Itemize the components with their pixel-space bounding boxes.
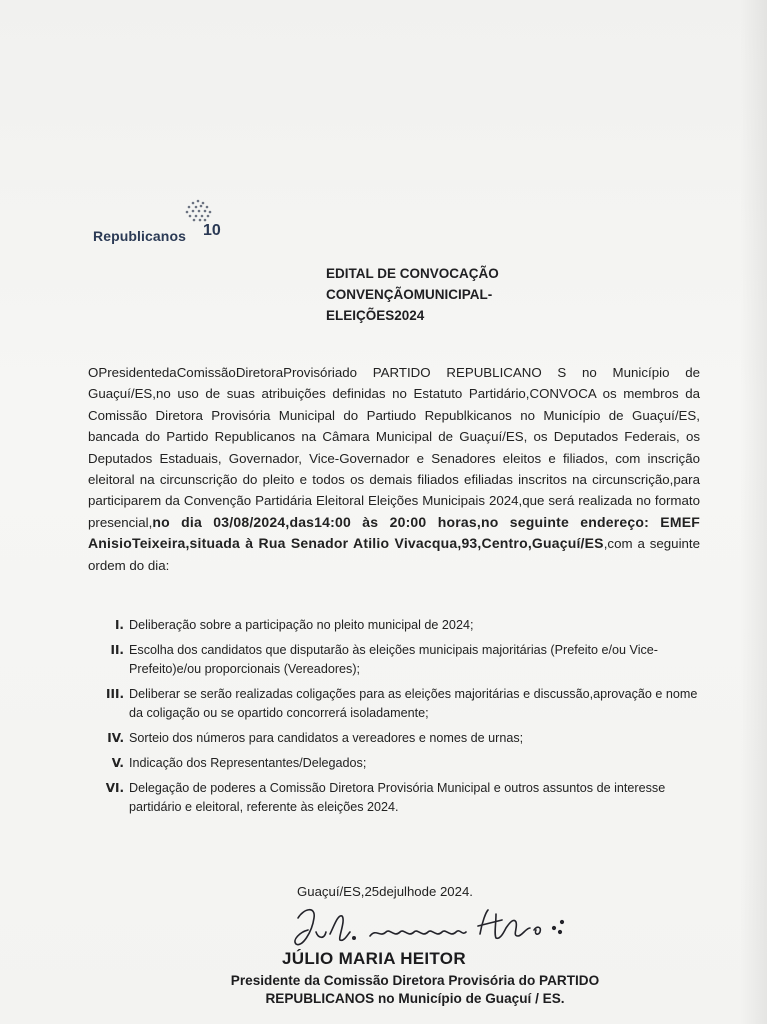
paragraph-end: ,com a seguinte ordem do dia: [88, 536, 701, 573]
agenda-list [100, 616, 710, 823]
dateline: Guaçuí/ES,25dejulhode 2024. [297, 884, 473, 899]
paragraph-bold-details: no dia 03/08/2024,das14:00 às 20:00 horas,no seguinte endereço: EMEF AnisioTeixeira,situada à Rua Senador Atilio Vivacqua,93,Centro,Guaçuí/ES [88, 513, 700, 552]
agenda-item [100, 729, 710, 748]
paragraph-intro: OPresidentedaComissãoDiretoraProvisóriado PARTIDO REPUBLICANO S no Município de Guaçuí/ES,no uso de suas atribuições definidas no Estatuto Partidário,CONVOCA os membros da Comissão Diretora Provisória Municipal do Partiudo Republkicanos no Município de Guaçuí/ES, bancada do Partido Republicanos na Câmara Municipal de Guaçuí/ES, os Deputados Federais, os Deputados Estaduais, Governador, Vice-Governador e Senadores eleitos e filiados, com inscrição eleitoral na circunscrição do pleito e todos os demais filiados efiliadas inscritos na circunscrição,para participarem da Convenção Partidária Eleitoral Eleições Municipais 2024,que será realizada no formato presencial, [88, 365, 700, 530]
agenda-item-text: Deliberação sobre a participação no pleito municipal de 2024; [129, 618, 474, 632]
signer-role [190, 972, 640, 1008]
agenda-item [100, 685, 710, 723]
page-shadow [740, 0, 767, 1024]
agenda-item-number: III. [106, 687, 124, 701]
signer-name: JÚLIO MARIA HEITOR [282, 949, 466, 968]
title-line-3: ELEIÇÕES2024 [326, 308, 425, 323]
signer-role-line-2: REPUBLICANOS no Município de Guaçuí / ES. [265, 991, 565, 1006]
document-title [326, 263, 499, 326]
agenda-item [100, 616, 710, 635]
agenda-item-text: Delegação de poderes a Comissão Diretora Provisória Municipal e outros assuntos de interesse partidário e eleitoral, referente às eleições 2024. [129, 781, 666, 814]
agenda-item-number: IV. [107, 731, 124, 745]
agenda-item-text: Indicação dos Representantes/Delegados; [129, 756, 367, 770]
agenda-item-text: Escolha dos candidatos que disputarão às eleições municipais majoritárias (Prefeito e/ou Vice-Prefeito)e/ou proporcionais (Vereadores); [129, 643, 658, 676]
agenda-item [100, 779, 710, 817]
agenda-item-number: VI. [105, 781, 124, 795]
agenda-item-number: II. [110, 643, 124, 657]
logo-number: 10 [203, 222, 221, 239]
agenda-item [100, 754, 710, 773]
title-line-1: EDITAL DE CONVOCAÇÃO [326, 266, 499, 281]
agenda-item-text: Deliberar se serão realizadas coligações para as eleições majoritárias e discussão,aprovação e nome da coligação ou se opartido concorrerá isoladamente; [129, 687, 698, 720]
party-logo [93, 197, 233, 245]
handwritten-signature [290, 898, 590, 956]
agenda-item-number: V. [111, 756, 124, 770]
agenda-item-number: I. [114, 618, 124, 632]
convocation-paragraph [88, 362, 700, 576]
title-line-2: CONVENÇÃOMUNICIPAL- [326, 287, 493, 302]
logo-text: Republicanos [93, 228, 186, 244]
signer-role-line-1: Presidente da Comissão Diretora Provisória do PARTIDO [230, 973, 600, 988]
agenda-item [100, 641, 710, 679]
agenda-item-text: Sorteio dos números para candidatos a vereadores e nomes de urnas; [129, 731, 524, 745]
